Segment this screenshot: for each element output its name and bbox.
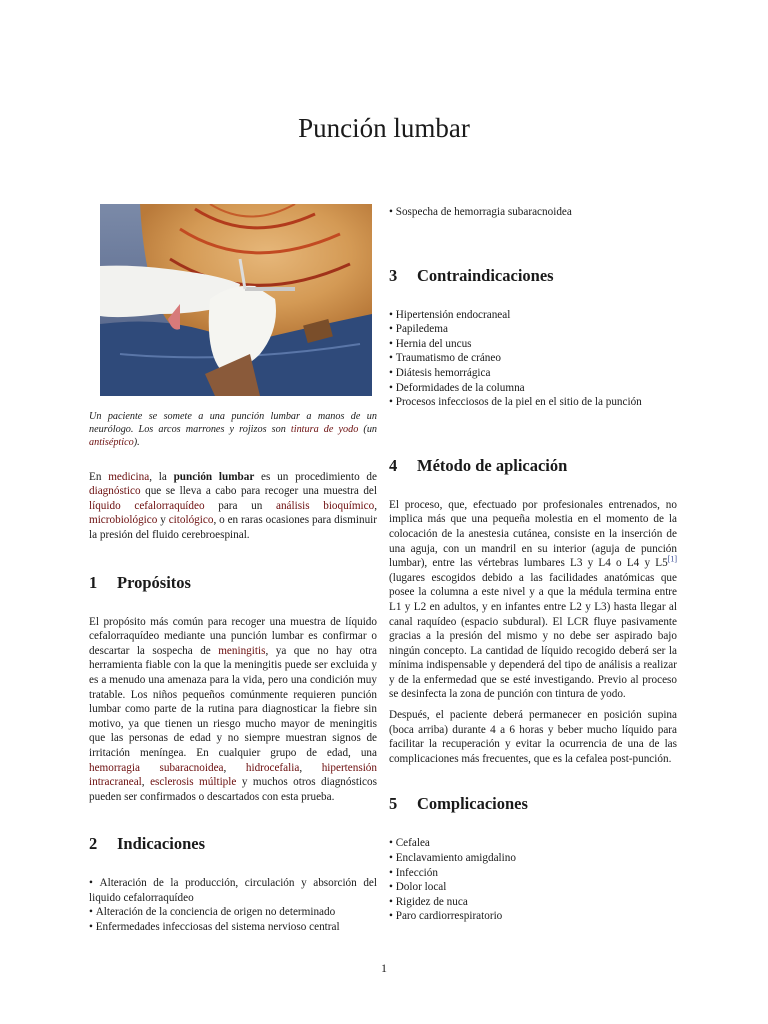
list-item: • Enfermedades infecciosas del sistema nervioso central — [89, 920, 377, 935]
heading-complicaciones: 5 Complicaciones — [389, 794, 528, 814]
link-citologico[interactable]: citológico — [168, 514, 214, 527]
reference-link-1[interactable]: [1] — [667, 554, 677, 564]
lumbar-puncture-photo — [100, 204, 372, 396]
list-item: • Sospecha de hemorragia subaracnoidea — [389, 205, 677, 220]
link-antiseptico[interactable]: antiséptico — [89, 437, 134, 449]
heading-propositos: 1 Propósitos — [89, 572, 191, 592]
link-analisis-bioquimico[interactable]: análisis bioquímico — [276, 499, 375, 512]
link-liquido-cefalorraquideo[interactable]: líquido cefalorraquídeo — [89, 499, 205, 512]
link-microbiologico[interactable]: microbiológico — [89, 514, 158, 527]
indicaciones-list — [89, 876, 377, 934]
list-item: • Procesos infecciosos de la piel en el sitio de la punción — [389, 395, 677, 410]
list-item: • Deformidades de la columna — [389, 381, 677, 396]
indicaciones-list-continued — [389, 205, 677, 220]
link-hemorragia-subaracnoidea[interactable]: hemorragia subaracnoidea — [89, 761, 224, 774]
heading-contraindicaciones: 3 Contraindicaciones — [389, 265, 554, 285]
right-column — [389, 200, 677, 924]
list-item: • Rigidez de nuca — [389, 895, 677, 910]
list-item: • Paro cardiorrespiratorio — [389, 909, 677, 924]
term-puncion-lumbar: punción lumbar — [173, 470, 255, 483]
link-hipertension-intracraneal[interactable]: hipertensión intracraneal — [89, 761, 377, 789]
left-column — [89, 200, 377, 935]
metodo-paragraph-2: Después, el paciente deberá permanecer en posición supina (boca arriba) durante 4 a 6 horas y beber mucho líquido para facilitar la recuperación y evitar la ocurrencia de una de las complicaciones más frecuentes, que es la cefalea post-punción. — [389, 709, 677, 765]
list-item: • Infección — [389, 866, 677, 881]
page-number: 1 — [381, 961, 387, 975]
link-esclerosis-multiple[interactable]: esclerosis múltiple — [150, 776, 237, 789]
heading-metodo-de-aplicacion: 4 Método de aplicación — [389, 455, 568, 475]
list-item: • Alteración de la producción, circulación y absorción del liquido cefalorraquídeo — [89, 876, 377, 905]
list-item: • Diátesis hemorrágica — [389, 366, 677, 381]
link-hidrocefalia[interactable]: hidrocefalia — [245, 761, 300, 774]
link-diagnostico[interactable]: diagnóstico — [89, 485, 141, 498]
contraindicaciones-list — [389, 308, 677, 410]
list-item: • Enclavamiento amigdalino — [389, 851, 677, 866]
list-item: • Hernia del uncus — [389, 337, 677, 352]
list-item: • Papiledema — [389, 322, 677, 337]
page-title: Punción lumbar — [298, 113, 470, 143]
propositos-paragraph: El propósito más común para recoger una muestra de líquido cefalorraquídeo mediante una punción lumbar es confirmar o descartar la sospecha de meningitis, ya que no hay otra herramienta fiable con la que la meningitis puede ser excluida y es a menudo una amenaza para la vida, pero una condición muy tratable. Los niños pequeños comúnmente requieren punción lumbar como parte de la rutina para diagnosticar la fiebre sin motivo, ya que tienen un riesgo mucho mayor de meningitis que las personas de edad y no siempre muestran signos de irritación meníngea. En cualquier grupo de edad, una hemorragia subaracnoidea, hidrocefalia, hipertensión intracraneal, esclerosis múltiple y muchos otros diagnósticos pueden ser confirmados o descartados con esta prueba. — [89, 615, 377, 803]
link-tintura-de-yodo[interactable]: tintura de yodo — [290, 424, 359, 436]
heading-indicaciones: 2 Indicaciones — [89, 834, 206, 854]
link-medicina[interactable]: medicina — [108, 470, 150, 483]
complicaciones-list — [389, 836, 677, 924]
link-meningitis[interactable]: meningitis — [218, 644, 266, 657]
list-item: • Dolor local — [389, 880, 677, 895]
figure-caption: Un paciente se somete a una punción lumbar a manos de un neurólogo. Los arcos marrones y rojizos son tintura de yodo (un antiséptico). — [89, 411, 378, 449]
intro-paragraph: En medicina, la punción lumbar es un procedimiento de diagnóstico que se lleva a cabo para recoger una muestra del líquido cefalorraquídeo para un análisis bioquímico, microbiológico y citológico, o en raras ocasiones para disminuir la presión del fluido cerebroespinal. — [89, 470, 377, 541]
list-item: • Hipertensión endocraneal — [389, 308, 677, 323]
metodo-paragraph-1: El proceso, que, efectuado por profesionales entrenados, no implica más que una pequeña molestia en el momento de la colocación de la anestesia cutánea, consiste en la inserción de una aguja, con un mandril en su interior (aguja de punción lumbar), entre las vértebras lumbares L3 y L4 o L4 y L5[1] (lugares escogidos debido a las facilidades anatómicas que posee la columna a este nivel y a que la médula termina entre L1 y L2 en adultos, y en infantes entre L2 y L3) hasta llegar al canal raquídeo (espacio subdural). El LCR fluye pasivamente gracias a la presión del mismo y no debe ser aspirado bajo ningún concepto. La cantidad de líquido recogido deberá ser la mínima indispensable y dependerá del tipo de análisis a realizar y de la enfermedad que se esté investigando. Previo al proceso se desinfecta la zona de punción con tintura de yodo. — [389, 498, 677, 701]
list-item: • Cefalea — [389, 836, 677, 851]
list-item: • Alteración de la conciencia de origen no determinado — [89, 905, 377, 920]
list-item: • Traumatismo de cráneo — [389, 351, 677, 366]
